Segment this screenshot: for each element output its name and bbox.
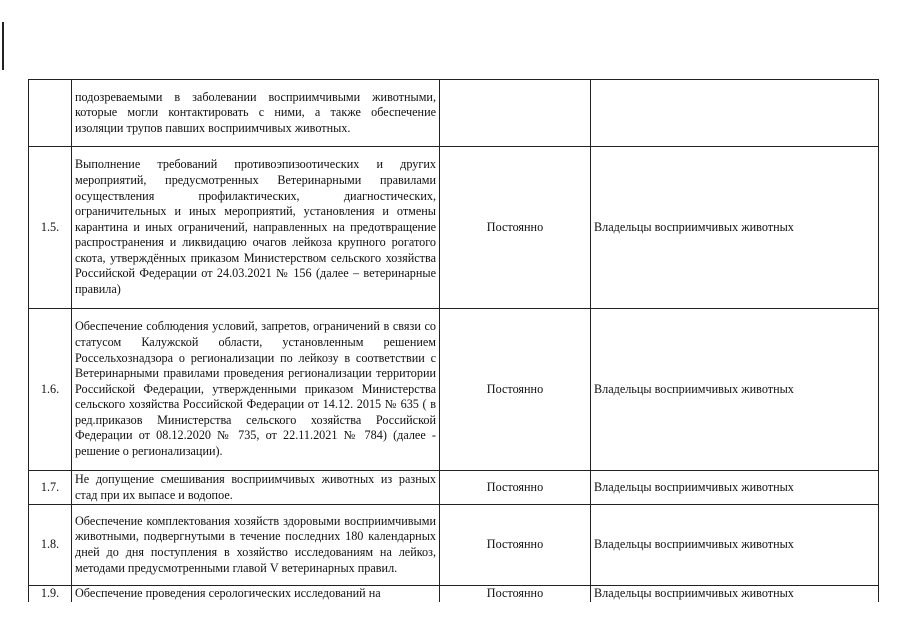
row-number: 1.5. [29,147,72,309]
row-description: Обеспечение соблюдения условий, запретов, ограничений в связи со статусом Калужской области, установленным решением Россельхознадзора о регионализации по лейкозу в соответствии с Ветеринарными правилами проведения регионализации территории Российской Федерации, утвержденными приказом Министерства сельского хозяйства Российской Федерации от 14.12. 2015 № 635 ( в ред.приказов Министерства сельского хозяйства Российской Федерации от 08.12.2020 № 735, от 22.11.2021 № 784) (далее - решение о регионализации). [72,309,440,471]
row-number: 1.9. [29,586,72,602]
measures-table [28,79,879,602]
row-responsible: Владельцы восприимчивых животных [591,586,879,602]
row-description: Выполнение требований противоэпизоотических и других мероприятий, предусмотренных Ветеринарными правилами осуществления профилактических, диагностических, ограничительных и иных мероприятий, установления и отмены карантина и иных ограничений, направленных на предотвращение распространения и ликвидацию очагов лейкоза крупного рогатого скота, утверждённых приказом Министерством сельского хозяйства Российской Федерации от 24.03.2021 № 156 (далее – ветеринарные правила) [72,147,440,309]
row-description: подозреваемыми в заболевании восприимчивыми животными, которые могли контактировать с ними, а также обеспечение изоляции трупов павших восприимчивых животных. [72,80,440,147]
row-responsible: Владельцы восприимчивых животных [591,471,879,505]
row-number: 1.7. [29,471,72,505]
row-responsible [591,80,879,147]
row-description: Обеспечение комплектования хозяйств здоровыми восприимчивыми животными, подвергнутыми в течение последних 180 календарных дней до дня поступления в хозяйство исследованиям на лейкоз, методами предусмотренными главой V ветеринарных правил. [72,505,440,586]
row-number [29,80,72,147]
table-row [29,505,879,586]
row-responsible: Владельцы восприимчивых животных [591,309,879,471]
row-number: 1.8. [29,505,72,586]
row-responsible: Владельцы восприимчивых животных [591,147,879,309]
row-description: Обеспечение проведения серологических исследований на [72,586,440,602]
row-term: Постоянно [440,471,591,505]
row-term: Постоянно [440,147,591,309]
row-description: Не допущение смешивания восприимчивых животных из разных стад при их выпасе и водопое. [72,471,440,505]
table-row [29,147,879,309]
row-term: Постоянно [440,309,591,471]
row-responsible: Владельцы восприимчивых животных [591,505,879,586]
row-term: Постоянно [440,586,591,602]
row-number: 1.6. [29,309,72,471]
table-row [29,309,879,471]
scan-edge-mark [2,22,4,70]
table-row [29,80,879,147]
table-row [29,586,879,602]
row-term [440,80,591,147]
table-row [29,471,879,505]
row-term: Постоянно [440,505,591,586]
